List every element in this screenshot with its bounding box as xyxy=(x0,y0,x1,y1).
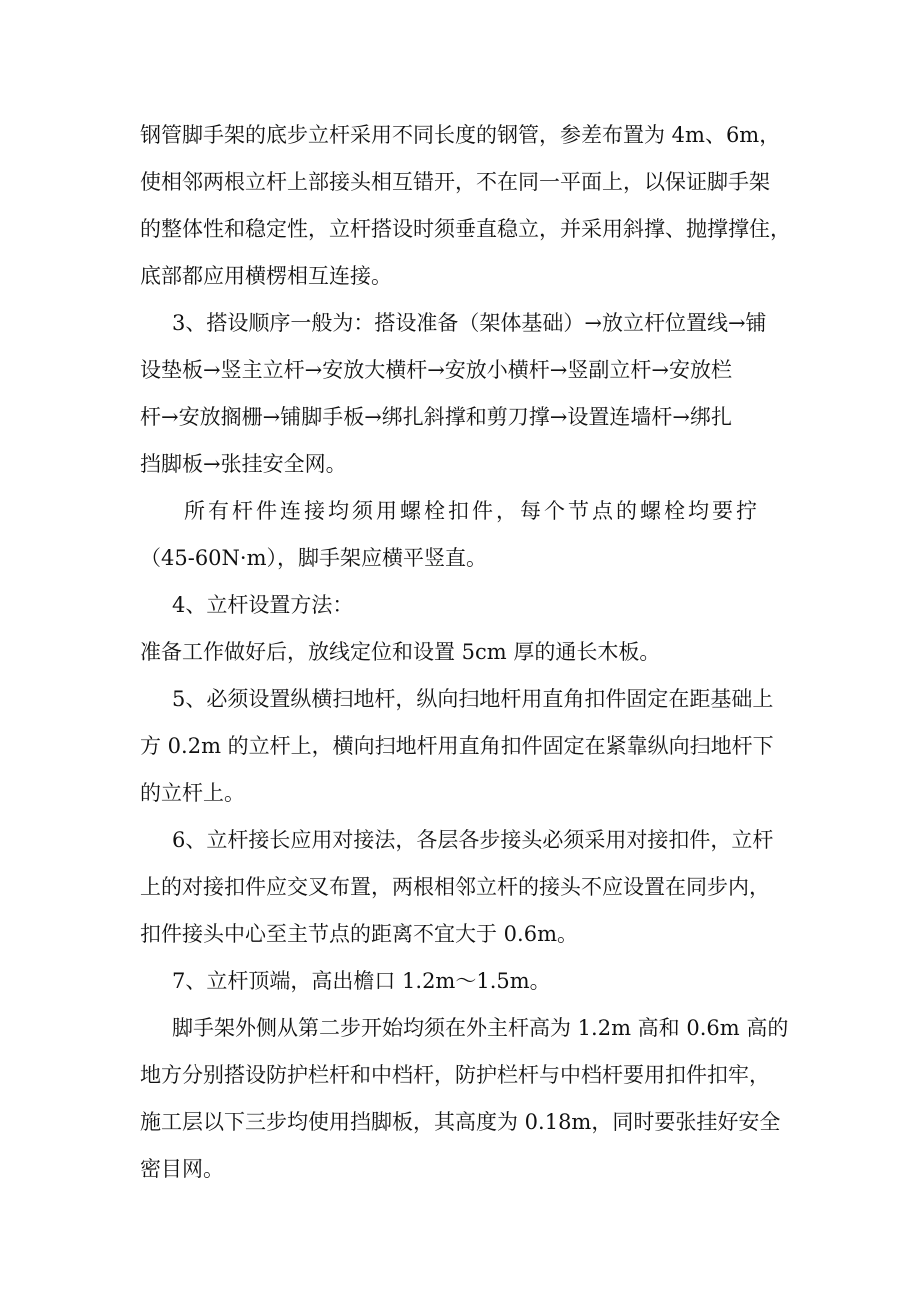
text-line: 底部都应用横楞相互连接。 xyxy=(140,264,392,288)
text-line: 所有杆件连接均须用螺栓扣件，每个节点的螺栓均要拧 xyxy=(184,499,760,523)
text-line: 地方分别搭设防护栏杆和中档杆，防护栏杆与中档杆要用扣件扣牢， xyxy=(140,1063,770,1087)
text-line: 杆→安放搁栅→铺脚手板→绑扎斜撑和剪刀撑→设置连墙杆→绑扎 xyxy=(140,405,732,429)
text-line: 方 0.2m 的立杆上，横向扫地杆用直角扣件固定在紧靠纵向扫地杆下 xyxy=(140,734,774,758)
text-line: 的整体性和稳定性，立杆搭设时须垂直稳立，并采用斜撑、抛撑撑住， xyxy=(140,217,791,241)
text-line: 的立杆上。 xyxy=(140,781,245,805)
text-line: 3、搭设顺序一般为：搭设准备（架体基础）→放立杆位置线→铺 xyxy=(172,311,767,335)
text-line: （45-60N·m），脚手架应横平竖直。 xyxy=(140,546,488,570)
text-line: 6、立杆接长应用对接法，各层各步接头必须采用对接扣件，立杆 xyxy=(172,828,774,852)
text-line: 密目网。 xyxy=(140,1157,224,1181)
text-line: 4、立杆设置方法： xyxy=(172,593,354,617)
text-line: 准备工作做好后，放线定位和设置 5cm 厚的通长木板。 xyxy=(140,640,661,664)
text-line: 使相邻两根立杆上部接头相互错开，不在同一平面上，以保证脚手架 xyxy=(140,170,770,194)
paragraph-preparation xyxy=(140,629,795,676)
paragraph-item-7 xyxy=(140,958,795,1005)
paragraph-item-4 xyxy=(140,582,795,629)
text-line: 上的对接扣件应交叉布置，两根相邻立杆的接头不应设置在同步内， xyxy=(140,875,770,899)
text-line: 钢管脚手架的底步立杆采用不同长度的钢管，参差布置为 4m、6m， xyxy=(140,123,781,147)
paragraph-bolt-torque xyxy=(140,488,795,582)
text-line: 5、必须设置纵横扫地杆，纵向扫地杆用直角扣件固定在距基础上 xyxy=(172,687,774,711)
paragraph-item-5 xyxy=(140,676,795,817)
paragraph-guardrails xyxy=(140,1005,795,1193)
text-line: 施工层以下三步均使用挡脚板，其高度为 0.18m，同时要张挂好安全 xyxy=(140,1110,781,1134)
paragraph-item-3 xyxy=(140,300,795,488)
text-line: 设垫板→竖主立杆→安放大横杆→安放小横杆→竖副立杆→安放栏 xyxy=(140,358,732,382)
paragraph-item-6 xyxy=(140,817,795,958)
text-line: 扣件接头中心至主节点的距离不宜大于 0.6m。 xyxy=(140,922,578,946)
paragraph-pole-arrangement xyxy=(140,112,795,300)
text-line: 7、立杆顶端，高出檐口 1.2m～1.5m。 xyxy=(172,969,551,993)
document-body xyxy=(140,112,795,1193)
text-line: 挡脚板→张挂安全网。 xyxy=(140,452,347,476)
text-line: 脚手架外侧从第二步开始均须在外主杆高为 1.2m 高和 0.6m 高的 xyxy=(172,1016,789,1040)
